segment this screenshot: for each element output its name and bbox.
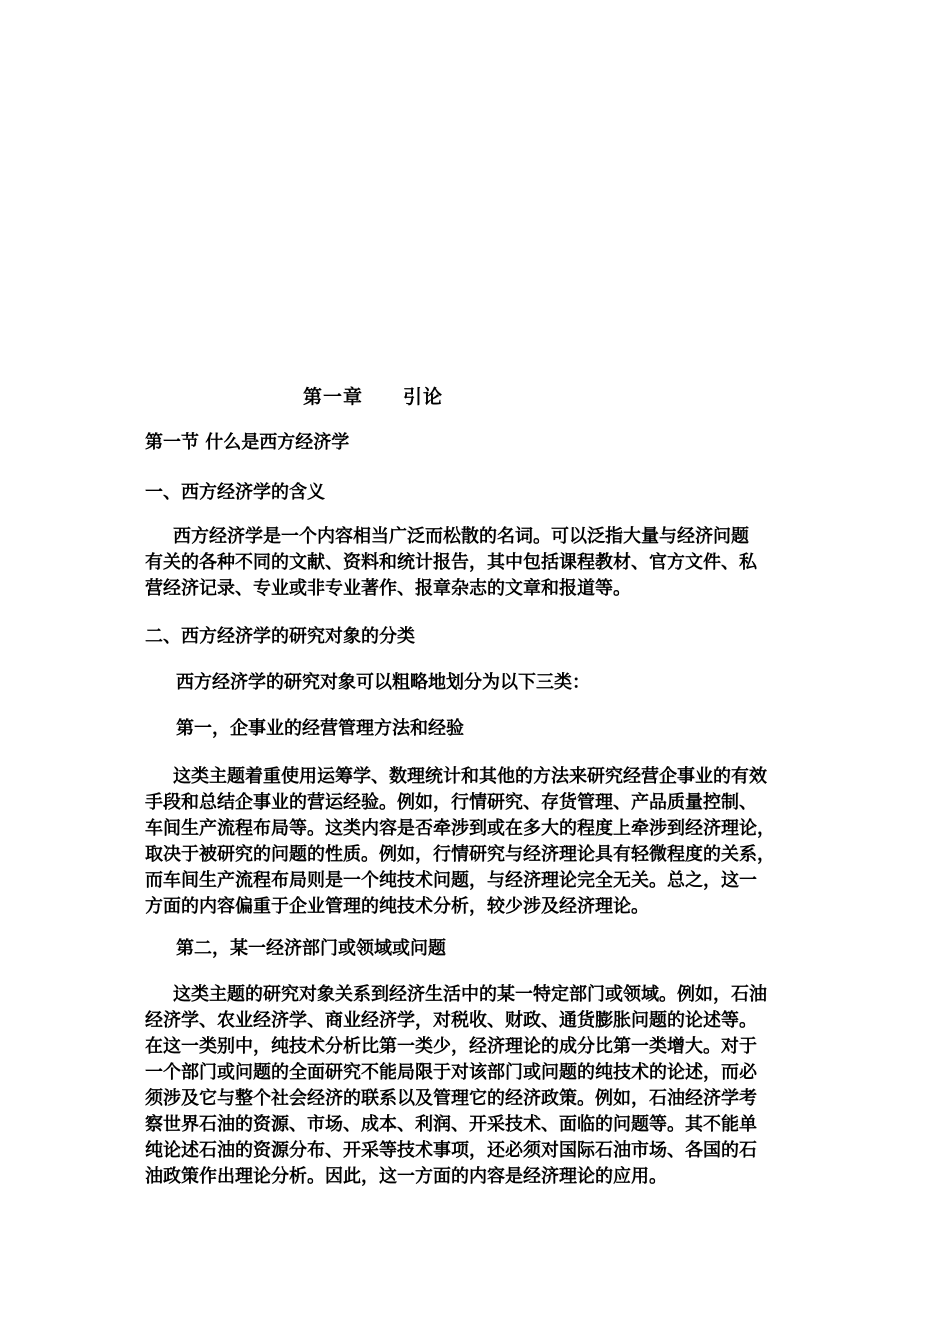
paragraph-line: 经济学、农业经济学、商业经济学，对税收、财政、通货膨胀问题的论述等。 [145,1010,757,1031]
first-category-heading: 第一，企事业的经营管理方法和经验 [176,718,464,739]
part2-intro: 西方经济学的研究对象可以粗略地划分为以下三类： [176,672,590,693]
paragraph-line: 方面的内容偏重于企业管理的纯技术分析，较少涉及经济理论。 [145,896,649,917]
part1-heading: 一、西方经济学的含义 [145,482,325,503]
paragraph-line: 营经济记录、专业或非专业著作、报章杂志的文章和报道等。 [145,578,631,599]
paragraph-line: 有关的各种不同的文献、资料和统计报告，其中包括课程教材、官方文件、私 [145,552,757,573]
paragraph-line: 纯论述石油的资源分布、开采等技术事项，还必须对国际石油市场、各国的石 [145,1140,757,1161]
paragraph-line: 这类主题的研究对象关系到经济生活中的某一特定部门或领域。例如，石油 [173,984,767,1005]
second-category-heading: 第二，某一经济部门或领域或问题 [176,938,446,959]
paragraph-line: 在这一类别中，纯技术分析比第一类少，经济理论的成分比第一类增大。对于 [145,1036,757,1057]
paragraph-line: 须涉及它与整个社会经济的联系以及管理它的经济政策。例如，石油经济学考 [145,1088,757,1109]
paragraph-line: 西方经济学是一个内容相当广泛而松散的名词。可以泛指大量与经济问题 [173,526,749,547]
paragraph-line: 取决于被研究的问题的性质。例如，行情研究与经济理论具有轻微程度的关系， [145,844,775,865]
second-category-paragraph [145,982,825,1190]
paragraph-line: 察世界石油的资源、市场、成本、利润、开采技术、面临的问题等。其不能单 [145,1114,757,1135]
paragraph-line: 油政策作出理论分析。因此，这一方面的内容是经济理论的应用。 [145,1166,667,1187]
part2-heading: 二、西方经济学的研究对象的分类 [145,626,415,647]
chapter-number: 第一章 [303,386,364,408]
paragraph-line: 一个部门或问题的全面研究不能局限于对该部门或问题的纯技术的论述，而必 [145,1062,757,1083]
section-title: 第一节 什么是西方经济学 [145,432,350,453]
paragraph-line: 手段和总结企事业的营运经验。例如，行情研究、存货管理、产品质量控制、 [145,792,757,813]
paragraph-line: 而车间生产流程布局则是一个纯技术问题，与经济理论完全无关。总之，这一 [145,870,757,891]
part1-paragraph [145,524,825,602]
chapter-title [303,382,443,409]
chapter-name: 引论 [403,386,444,408]
first-category-paragraph [145,764,825,920]
paragraph-line: 这类主题着重使用运筹学、数理统计和其他的方法来研究经营企事业的有效 [173,766,767,787]
paragraph-line: 车间生产流程布局等。这类内容是否牵涉到或在多大的程度上牵涉到经济理论， [145,818,775,839]
